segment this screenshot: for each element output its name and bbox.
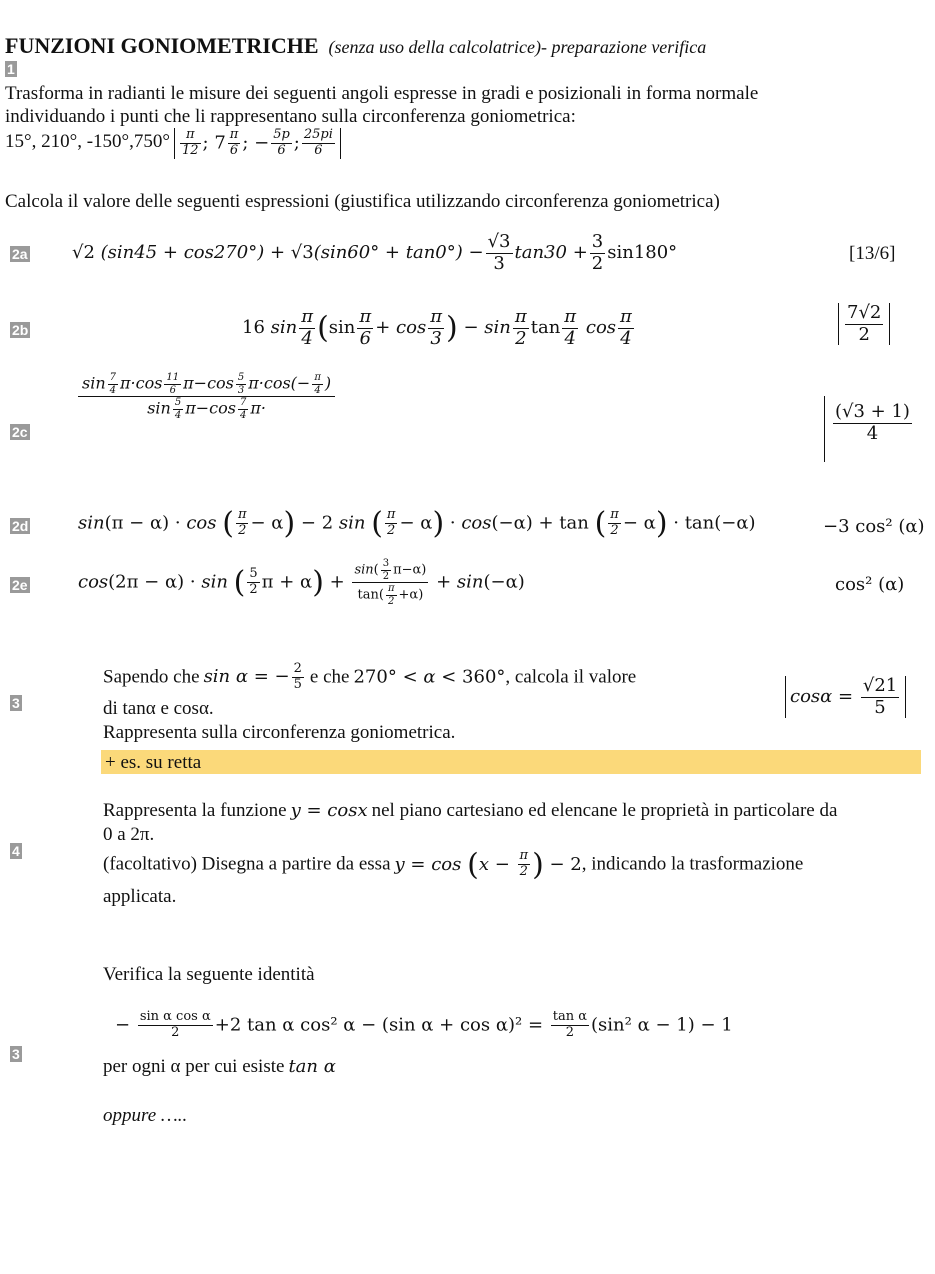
answer-2a: [13/6]: [849, 243, 896, 264]
ex3-sin-condition: sin α = − $\frac{2}{5}$: [203, 661, 302, 692]
answer-2d: −3 cos² (α): [823, 516, 925, 537]
expression-2e: cos(2π − α) · sin ( $\frac{5}{2}$ π + α) + sin( $\frac{3}{2}$ π−α) tan( $\frac{\pi}{2}$ +α) + sin(−α): [78, 558, 525, 607]
exercise-badge-1: 1: [7, 61, 15, 77]
ex3-line1-b: e che: [309, 666, 350, 688]
expression-2a: √2 (sin45 + cos270°) + √3(sin60° + tan0°) − $\frac{√3}{3}$ tan30 + $\frac{3}{2}$ sin180°: [72, 231, 678, 274]
ex4-transformed-function: y = cos (x − $\frac{\pi}{2}$ ) − 2: [394, 847, 582, 882]
page-title: FUNZIONI GONIOMETRICHE: [5, 33, 319, 58]
ex1-angles-row: [5, 128, 341, 159]
exercise-badge-2e: 2e: [12, 577, 28, 593]
ex3-angle-condition: 270° < α < 360°: [353, 666, 506, 688]
ex1-line2: individuando i punti che li rappresentano sulla circonferenza goniometrica:: [5, 106, 576, 127]
ex1-answer: $\frac{\pi}{12}$ ; 7 $\frac{\pi}{6}$ ; − $\frac{5p}{6}$ ; $\frac{25pi}{6}$: [174, 128, 341, 159]
ex5-intro: Verifica la seguente identità: [103, 964, 315, 985]
exercise-badge-5: 3: [12, 1046, 20, 1062]
ex5-oppure: oppure …..: [103, 1105, 188, 1126]
ex4-line1-a: Rappresenta la funzione: [103, 800, 287, 821]
exercise-badge-2a: 2a: [12, 246, 28, 262]
ex3-line1-c: , calcola il valore: [505, 666, 637, 688]
ex4-line3: [103, 847, 803, 882]
ex4-function: y = cosx: [290, 800, 368, 821]
expression-2b: 16 sin $\frac{\pi}{4}$ (sin $\frac{\pi}{6}$ + cos $\frac{\pi}{3}$ ) − sin $\frac{\pi}{2}$ tan $\frac{\pi}{4}$ cos $\frac{\pi}{4}$: [242, 306, 632, 349]
ex3-line2: di tanα e cosα.: [103, 698, 214, 719]
answer-2c: $\frac{(√3 + 1)}{4}$: [824, 396, 920, 462]
ex3-line1: [103, 662, 636, 693]
ex4-line4: applicata.: [103, 886, 177, 907]
ex4-line1-b: nel piano cartesiano ed elencane le proprietà in particolare da: [371, 800, 838, 821]
ex4-line1: [103, 799, 837, 822]
identity-expression: − $\frac{\text{sin α cos α}}{2}$ +2 tan α cos² α − (sin α + cos α)² = $\frac{\text{tan α}}{2}$ (sin² α − 1) − 1: [115, 1009, 733, 1040]
page-title-row: [5, 33, 706, 59]
highlight-band: [101, 750, 921, 774]
ex3-line1-a: Sapendo che: [103, 666, 200, 688]
exercise-badge-2b: 2b: [12, 322, 29, 338]
exercise-badge-3: 3: [12, 695, 20, 711]
expression-2c: sin $\frac{7}{4}$ π·cos $\frac{11}{6}$ π−cos $\frac{5}{3}$ π·cos(− $\frac{\pi}{4}$ ) sin $\frac{5}{4}$ π−cos $\frac{7}{4}$ π·: [76, 372, 337, 421]
ex4-line3-b: , indicando la trasformazione: [581, 853, 804, 875]
ex2-intro: Calcola il valore delle seguenti espressioni (giustifica utilizzando circonferenza goniometrica): [5, 191, 720, 212]
ex5-condition-var: tan α: [288, 1056, 336, 1077]
exercise-badge-2d: 2d: [12, 518, 29, 534]
ex4-line2: 0 a 2π.: [103, 824, 155, 845]
ex5-condition-text: per ogni α per cui esiste: [103, 1056, 285, 1077]
expression-2d: sin(π − α) · cos ( $\frac{\pi}{2}$ − α) − 2 sin ( $\frac{\pi}{2}$ − α) · cos(−α) + tan ( $\frac{\pi}{2}$ − α) · tan(−α): [78, 506, 756, 541]
ex3-line3: Rappresenta sulla circonferenza goniometrica.: [103, 722, 456, 743]
ex4-line3-a: (facoltativo) Disegna a partire da essa: [103, 853, 391, 875]
answer-3: cosα = $\frac{√21}{5}$: [785, 676, 906, 718]
ex3-highlight-text: + es. su retta: [105, 752, 202, 773]
page-subtitle: (senza uso della calcolatrice)- preparazione verifica: [328, 37, 707, 57]
ex1-angles: 15°, 210°, -150°,750°: [5, 131, 170, 153]
ex5-condition: [103, 1055, 336, 1078]
exercise-badge-2c: 2c: [12, 424, 28, 440]
answer-2b: $\frac{7√2}{2}$: [838, 303, 890, 345]
exercise-badge-4: 4: [12, 843, 20, 859]
ex1-line1: Trasforma in radianti le misure dei seguenti angoli espresse in gradi e posizionali in forma normale: [5, 83, 759, 104]
answer-2e: cos² (α): [835, 574, 905, 595]
